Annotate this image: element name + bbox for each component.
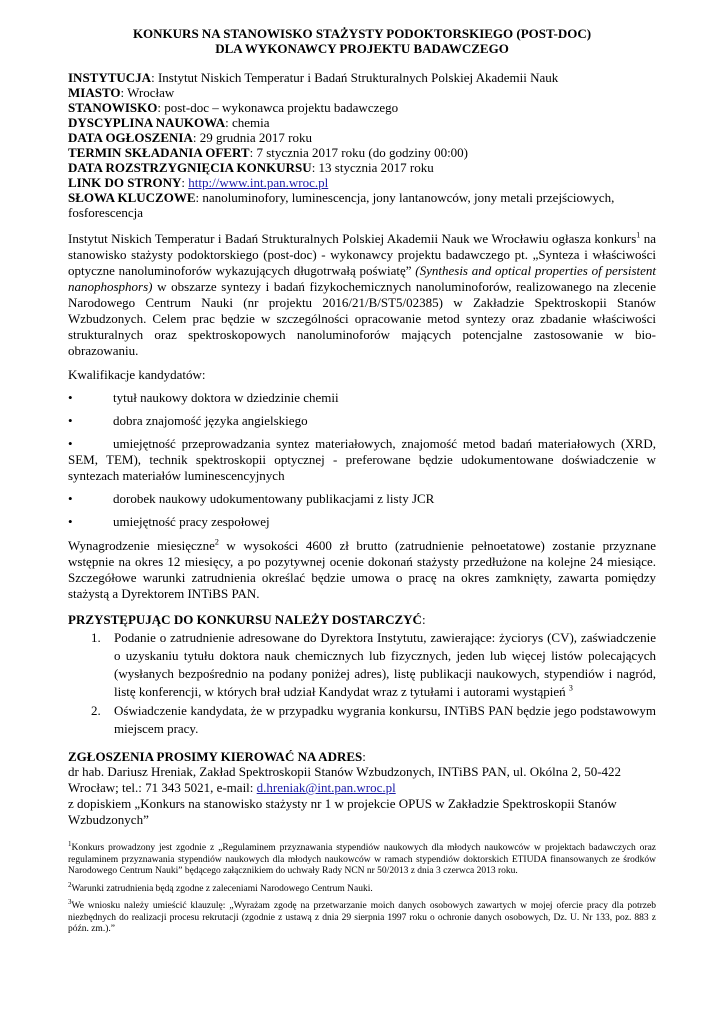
meta-instytucja [68,70,656,85]
meta-data-ogloszenia [68,130,656,145]
meta-label: INSTYTUCJA [68,70,152,85]
requirements-heading [68,612,656,628]
contact-address [68,764,656,796]
list-item-text [68,702,656,738]
website-link[interactable]: http://www.int.pan.wroc.pl [188,175,329,190]
list-item [68,390,656,406]
list-item-text: dobra znajomość języka angielskiego [113,413,308,428]
bullet-symbol: • [68,491,73,506]
contact-note: z dopiskiem „Konkurs na stanowisko stażysty nr 1 w projekcie OPUS w Zakładzie Spektroskopii Stanów Wzbudzonych” [68,796,617,827]
meta-separator: : [181,175,189,190]
meta-value: : Wrocław [120,85,175,100]
footnotes [68,839,656,936]
contact-heading [68,749,656,764]
footnote-ref-1: 1 [636,230,641,240]
salary-paragraph [68,538,656,602]
intro-text: w obszarze syntezy i badań fizykochemicznych nanoluminoforów, realizowanego na zlecenie Narodowego Centrum Nauki (nr projektu 2016/21/B/ST5/02385) w Zakładzie Spektroskopii Stanów Wzbudzonych. Celem prac będzie w szczególności opracowanie metod syntezy oraz zbadanie właściwości strukturalnych oraz spektroskopowych nanoluminoforów mających potencjalne zastosowanie w bio-obrazowaniu. [68,279,656,358]
footnote-ref-3: 3 [568,683,573,693]
meta-miasto [68,85,656,100]
requirements-heading-text: PRZYSTĘPUJĄC DO KONKURSU NALEŻY DOSTARCZYĆ [68,612,422,627]
list-item [68,702,656,738]
meta-dyscyplina [68,115,656,130]
footnote-text: Warunki zatrudnienia będą zgodne z zaleceniami Narodowego Centrum Nauki. [71,883,373,894]
list-item [68,514,656,530]
meta-value: : 13 stycznia 2017 roku [311,160,434,175]
list-item-text: umiejętność przeprowadzania syntez materiałowych, znajomość metod badań materiałowych (XRD, SEM, TEM), technik spektroskopii optycznej - preferowane będzie udokumentowane doświadczenie w syntezach materiałów luminescencyjnych [68,436,656,483]
title-line-1: KONKURS NA STANOWISKO STAŻYSTY PODOKTORSKIEGO (POST-DOC) [132,26,592,41]
heading-colon: : [421,612,426,627]
footnote-mark: 1 [68,839,72,848]
list-item-number: 2. [91,703,101,718]
email-link[interactable]: d.hreniak@int.pan.wroc.pl [256,780,396,795]
meta-label: DYSCYPLINA NAUKOWA [68,115,226,130]
contact-address-text: dr hab. Dariusz Hreniak, Zakład Spektroskopii Stanów Wzbudzonych, INTiBS PAN, ul. Okólna 2, 50-422 Wrocław; tel.: 71 343 5021, e-mail: [68,764,622,795]
footnote-mark: 3 [68,897,72,906]
bullet-symbol: • [68,514,73,529]
document-page [68,26,656,936]
footnote-text: Konkurs prowadzony jest zgodnie z „Regulaminem przyznawania stypendiów naukowych dla młodych naukowców w projektach badawczych oraz regulaminem przyznawania stypendiów naukowych dla młodych naukowców w ramach stypendiów doktorskich ETIUDA finansowanych ze środków Narodowego Centrum Nauki” będącego załącznikiem do uchwały Rady NCN nr 50/2013 z dnia 3 czerwca 2013 roku. [68,843,656,876]
qualifications-list [68,390,656,530]
requirement-text: Podanie o zatrudnienie adresowane do Dyrektora Instytutu, zawierające: życiorys (CV), zaświadczenie o uzyskaniu tytułu doktora nauk chemicznych lub fizycznych, jeden lub więcej listów polecających (wysłanych bezpośrednio na podany poniżej adres), listę publikacji naukowych, stypendiów i nagród, listę konferencji, w których brał udział Kandydat wraz z tytułami i autorami wystąpień [114,630,656,699]
list-item [68,491,656,507]
qualifications-heading: Kwalifikacje kandydatów: [68,367,206,382]
list-item [68,413,656,429]
requirement-text: Oświadczenie kandydata, że w przypadku wygrania konkursu, INTiBS PAN będzie jego podstawowym miejscem pracy. [114,703,656,736]
job-metadata [68,70,656,220]
meta-label: MIASTO [68,85,121,100]
meta-link [68,175,656,190]
list-item-text [68,629,656,701]
intro-paragraph [68,231,656,359]
meta-label: SŁOWA KLUCZOWE [68,190,196,205]
meta-slowa-kluczowe [68,190,656,220]
meta-value: : chemia [225,115,270,130]
contact-block [68,764,656,828]
project-title-english: (Synthesis and optical properties of persistent nanophosphors) [68,263,656,294]
requirements-list [68,629,656,738]
meta-label: TERMIN SKŁADANIA OFERT [68,145,250,160]
intro-text: Instytut Niskich Temperatur i Badań Strukturalnych Polskiej Akademii Nauk we Wrocławiu ogłasza konkurs [68,231,637,246]
meta-value: : 29 grudnia 2017 roku [192,130,313,145]
list-item [68,629,656,701]
footnote-mark: 2 [68,880,72,889]
meta-rozstrzygniecie [68,160,656,175]
list-item-text: dorobek naukowy udokumentowany publikacjami z listy JCR [113,491,435,506]
bullet-symbol: • [68,436,73,451]
intro-text: na stanowisko stażysty podoktorskiego (post-doc) - wykonawcy projektu badawczego pt. „Synteza i właściwości optyczne nanoluminoforów wykazujących długotrwałą poświatę” [68,231,656,278]
meta-value: : nanoluminofory, luminescencja, jony lantanowców, jony metali przejściowych, fosforescencja [68,190,615,220]
salary-text: w wysokości 4600 zł brutto (zatrudnienie pełnoetatowe) zostanie przyznane wstępnie na okres 12 miesięcy, a po pozytywnej ocenie dokonań stażysty przedłużone na kolejne 24 miesiące. Szczegółowe warunki zatrudnienia określać będzie umowa o pracę na okres zamknięty, zawarta pomiędzy stażystą a Dyrektorem INTiBS PAN. [68,538,656,601]
bullet-symbol: • [68,413,73,428]
list-item-number: 1. [91,630,101,645]
footnote [68,839,656,878]
salary-text: Wynagrodzenie miesięczne [68,538,215,553]
footnote-ref-2: 2 [214,537,219,547]
meta-label: STANOWISKO [68,100,158,115]
meta-label: LINK DO STRONY [68,175,182,190]
footnote [68,880,656,896]
bullet-symbol: • [68,390,73,405]
footnote-text: We wniosku należy umieścić klauzulę: „Wyrażam zgodę na przetwarzanie moich danych osobowych zawartych w mojej ofercie pracy dla potrzeb niezbędnych do realizacji procesu rekrutacji (zgodnie z ustawą z dnia 29 sierpnia 1997 roku o ochronie danych osobowych, Dz. U. Nr 133, poz. 883 z późn. zm.).” [68,901,656,934]
meta-label: DATA OGŁOSZENIA [68,130,193,145]
meta-label: DATA ROZSTRZYGNIĘCIA KONKURSU [68,160,312,175]
meta-termin [68,145,656,160]
contact-heading-text: ZGŁOSZENIA PROSIMY KIEROWAĆ NA ADRES [68,749,363,764]
meta-value: : 7 stycznia 2017 roku (do godziny 00:00) [249,145,469,160]
list-item [68,436,656,484]
meta-stanowisko [68,100,656,115]
document-title [68,26,656,56]
meta-value: : post-doc – wykonawca projektu badawczego [157,100,399,115]
meta-value: : Instytut Niskich Temperatur i Badań Strukturalnych Polskiej Akademii Nauk [151,70,559,85]
list-item-text: tytuł naukowy doktora w dziedzinie chemii [113,390,339,405]
list-item-text: umiejętność pracy zespołowej [113,514,270,529]
footnote [68,897,656,936]
title-line-2: DLA WYKONAWCY PROJEKTU BADAWCZEGO [215,41,509,56]
heading-colon: : [362,749,366,764]
